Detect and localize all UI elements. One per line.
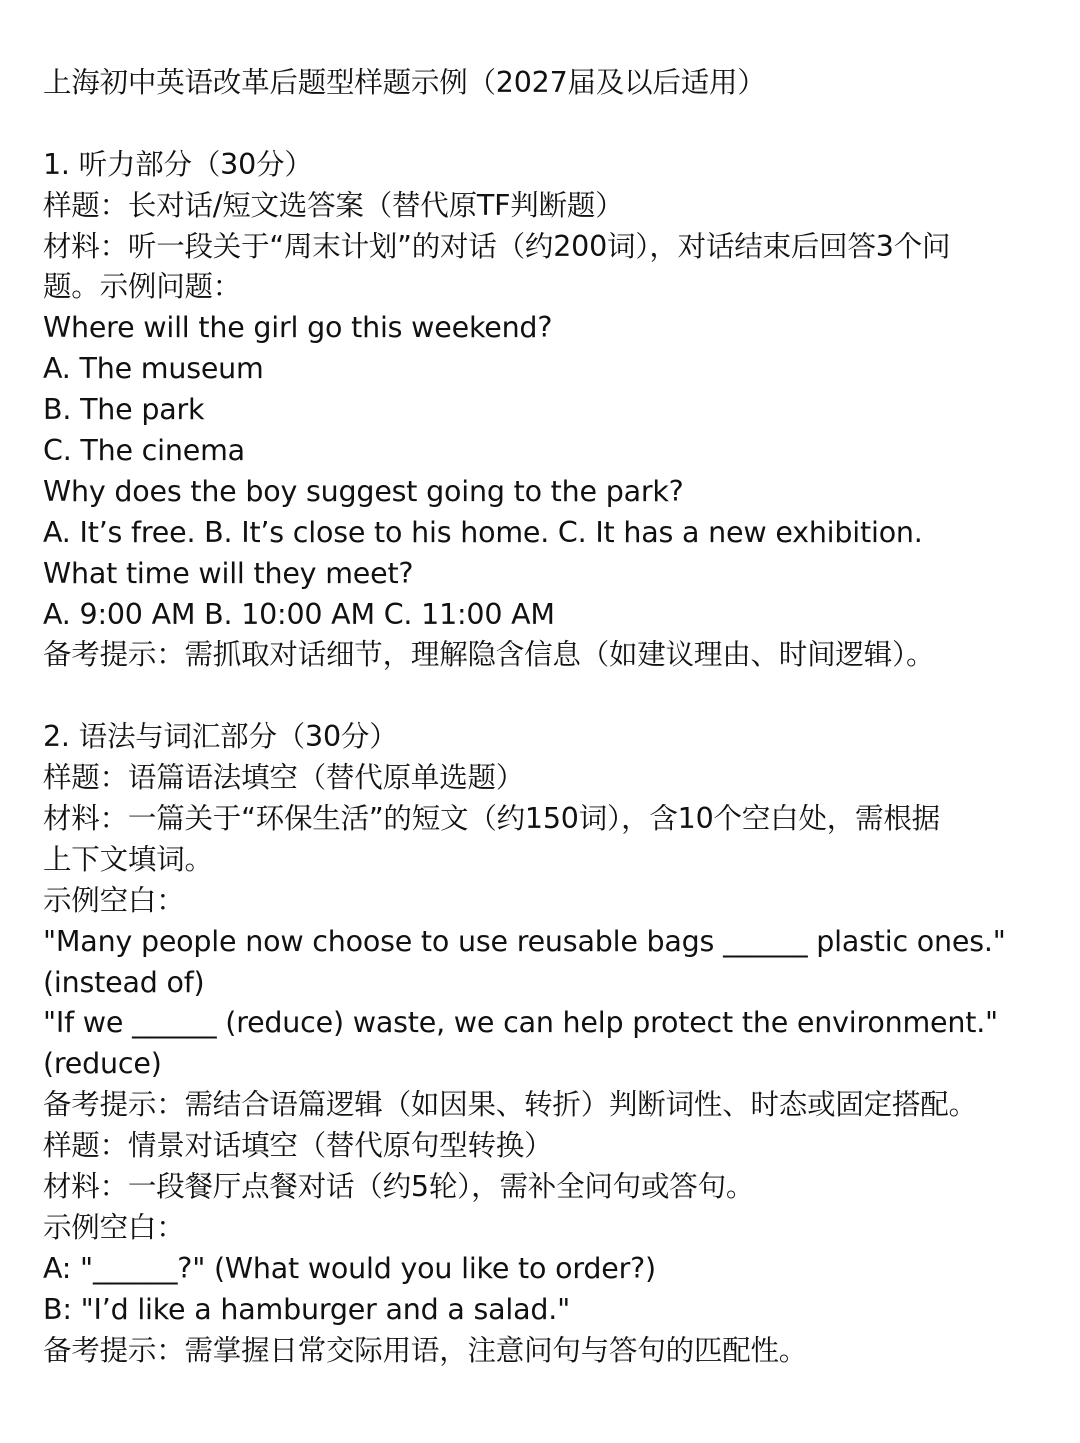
section1-material-line2: 题。示例问题： [43,270,242,304]
section2-material2: 材料：一段餐厅点餐对话（约5轮），需补全问句或答句。 [43,1170,755,1204]
question-1-option-a: A. The museum [43,352,264,386]
example-1-line1: "Many people now choose to use reusable bags ______ plastic ones." [43,924,1006,958]
example-label-1: 示例空白： [43,883,185,917]
document-body [43,63,1043,1372]
section2-tip1: 备考提示：需结合语篇逻辑（如因果、转折）判断词性、时态或固定搭配。 [43,1088,977,1122]
example-2-line2: (reduce) [43,1047,162,1081]
blank-line [43,104,1043,145]
section1-heading: 1. 听力部分（30分） [43,147,313,181]
section2-sample2: 样题：情景对话填空（替代原句型转换） [43,1129,553,1163]
example-label-2: 示例空白： [43,1210,185,1244]
question-2-options: A. It’s free. B. It’s close to his home. C. It has a new exhibition. [43,515,923,549]
section2-heading: 2. 语法与词汇部分（30分） [43,720,398,754]
document-title: 上海初中英语改革后题型样题示例（2027届及以后适用） [43,66,766,99]
question-3-options: A. 9:00 AM B. 10:00 AM C. 11:00 AM [43,597,555,631]
question-3: What time will they meet? [43,556,414,590]
section1-sample: 样题：长对话/短文选答案（替代原TF判断题） [43,188,624,222]
section2-tip2: 备考提示：需掌握日常交际用语，注意问句与答句的匹配性。 [43,1333,808,1367]
dialog-line-a: A: "______?" (What would you like to order?) [43,1251,656,1285]
question-1-option-c: C. The cinema [43,434,245,468]
section2-material1-line1: 材料：一篇关于“环保生活”的短文（约150词），含10个空白处，需根据 [43,802,940,836]
question-2: Why does the boy suggest going to the park? [43,474,684,508]
section2-material1-line2: 上下文填词。 [43,842,213,876]
section1-material-line1: 材料：听一段关于“周末计划”的对话（约200词），对话结束后回答3个问 [43,229,951,263]
dialog-line-b: B: "I’d like a hamburger and a salad." [43,1292,570,1326]
question-1-option-b: B. The park [43,393,205,427]
example-2-line1: "If we ______ (reduce) waste, we can help protect the environment." [43,1006,998,1040]
question-1: Where will the girl go this weekend? [43,311,553,345]
section1-tip: 备考提示：需抓取对话细节，理解隐含信息（如建议理由、时间逻辑）。 [43,638,935,672]
section2-sample1: 样题：语篇语法填空（替代原单选题） [43,761,525,795]
example-1-line2: (instead of) [43,965,205,999]
blank-line [43,676,1043,717]
